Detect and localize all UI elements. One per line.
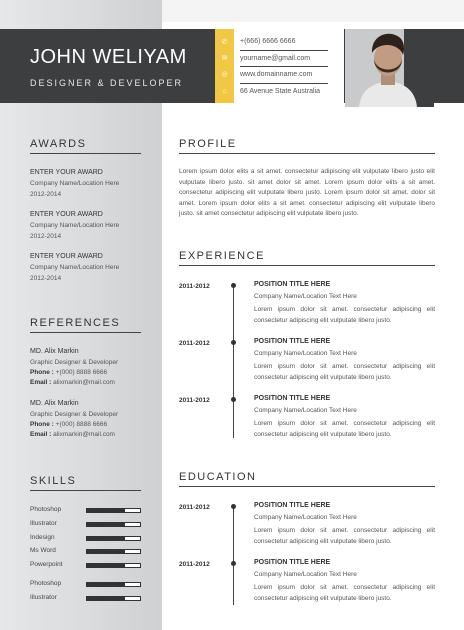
reference-name: MD. Alix Markin xyxy=(30,400,79,407)
skill-label: Powerpoint xyxy=(30,561,63,568)
top-band xyxy=(162,0,464,22)
timeline-dot xyxy=(231,561,236,566)
location-icon: ⌂ xyxy=(222,88,227,95)
email-icon: ✉ xyxy=(221,55,228,62)
experience-company: Company Name/Location Text Here xyxy=(254,407,357,414)
timeline-dot xyxy=(231,504,236,509)
profile-text: Lorem ipsum dolor elits a sit amet. consectetur adipiscing elit vulputate libero justo elit vulputate libero justo. sit amet dolor sit amet. Lorem ipsum dolor elits a sit amet. consectetur adipiscing elit vulputate libero justo. Lorem ipsum dolor sit amet. dolor sit amet. Lorem ipsum dolor elits a sit amet. consectetur adipiscing elit vulputate libero justo. sit amet consectetur adipiscing elit vulputate libero justo. xyxy=(179,168,435,217)
skill-bar-fill xyxy=(87,537,125,540)
skill-label: Illustrator xyxy=(30,520,57,527)
education-heading: EDUCATION xyxy=(179,471,257,483)
experience-divider xyxy=(179,265,435,266)
person-silhouette-icon xyxy=(345,29,434,107)
contact-divider xyxy=(240,83,328,84)
award-title: ENTER YOUR AWARD xyxy=(30,253,103,260)
skill-bar-fill xyxy=(87,550,125,553)
reference-email: Email : alixmarkin@mail.com xyxy=(30,431,115,438)
experience-description: Lorem ipsum dolor sit amet. consectetur adipiscing elit consectetur adipiscing elit vulputate libero justo. xyxy=(254,306,435,324)
reference-phone: Phone : +(000) 8888 6666 xyxy=(30,369,108,376)
skill-bar-fill xyxy=(87,523,125,526)
timeline-dot xyxy=(231,340,236,345)
education-date: 2011-2012 xyxy=(179,504,210,511)
reference-role: Graphic Designer & Developer xyxy=(30,359,119,366)
education-company: Company Name/Location Text Here xyxy=(254,514,357,521)
skill-bar xyxy=(86,522,141,527)
awards-heading: AWARDS xyxy=(30,138,87,150)
reference-email: Email : alixmarkin@mail.com xyxy=(30,379,115,386)
award-company: Company Name/Location Here xyxy=(30,222,120,229)
award-title: ENTER YOUR AWARD xyxy=(30,169,103,176)
profile-divider xyxy=(179,153,435,154)
skill-label: Indesign xyxy=(30,534,55,541)
skills-heading: SKILLS xyxy=(30,475,77,487)
award-company: Company Name/Location Here xyxy=(30,264,120,271)
education-description: Lorem ipsum dolor sit amet. consectetur adipiscing elit consectetur adipiscing elit vulputate libero justo. xyxy=(254,584,435,602)
references-heading: REFERENCES xyxy=(30,317,121,329)
award-company: Company Name/Location Here xyxy=(30,180,120,187)
experience-company: Company Name/Location Text Here xyxy=(254,350,357,357)
profile-photo xyxy=(345,29,434,107)
experience-date: 2011-2012 xyxy=(179,397,210,404)
skill-label: Photoshop xyxy=(30,506,62,513)
education-divider xyxy=(179,486,435,487)
web-icon: ◎ xyxy=(221,71,228,78)
award-years: 2012-2014 xyxy=(30,191,62,198)
contact-divider xyxy=(240,66,328,67)
skills-divider xyxy=(30,490,141,491)
award-years: 2012-2014 xyxy=(30,275,62,282)
reference-name: MD. Alix Markin xyxy=(30,348,79,355)
skill-bar xyxy=(86,582,141,587)
experience-title: POSITION TITLE HERE xyxy=(254,281,331,288)
person-name: JOHN WELIYAM xyxy=(30,46,187,68)
skill-bar xyxy=(86,536,141,541)
award-title: ENTER YOUR AWARD xyxy=(30,211,103,218)
award-years: 2012-2014 xyxy=(30,233,62,240)
skill-bar xyxy=(86,563,141,568)
education-date: 2011-2012 xyxy=(179,561,210,568)
skill-bar xyxy=(86,596,141,601)
experience-timeline xyxy=(233,284,234,438)
contact-divider xyxy=(240,50,328,51)
skill-bar xyxy=(86,508,141,513)
experience-description: Lorem ipsum dolor sit amet. consectetur adipiscing elit consectetur adipiscing elit vulputate libero justo. xyxy=(254,363,435,381)
education-description: Lorem ipsum dolor sit amet. consectetur adipiscing elit consectetur adipiscing elit vulputate libero justo. xyxy=(254,527,435,545)
phone-icon: ✆ xyxy=(221,39,228,46)
skill-bar-fill xyxy=(87,509,125,512)
contact-email: yourname@gmail.com xyxy=(240,55,311,62)
timeline-dot xyxy=(231,397,236,402)
contact-website: www.domainname.com xyxy=(240,71,313,78)
education-company: Company Name/Location Text Here xyxy=(254,571,357,578)
references-divider xyxy=(30,332,141,333)
person-title: DESIGNER & DEVELOPER xyxy=(30,78,184,88)
experience-company: Company Name/Location Text Here xyxy=(254,293,357,300)
contact-address: 66 Avenue State Australia xyxy=(240,88,321,95)
experience-date: 2011-2012 xyxy=(179,340,210,347)
skill-bar xyxy=(86,549,141,554)
skill-bar-fill xyxy=(87,583,125,586)
reference-phone: Phone : +(000) 8888 6666 xyxy=(30,421,108,428)
reference-role: Graphic Designer & Developer xyxy=(30,411,119,418)
experience-title: POSITION TITLE HERE xyxy=(254,395,331,402)
contact-phone: +(666) 6666 6666 xyxy=(240,38,296,45)
awards-divider xyxy=(30,153,141,154)
skill-bar-fill xyxy=(87,597,125,600)
profile-heading: PROFILE xyxy=(179,138,237,150)
experience-date: 2011-2012 xyxy=(179,283,210,290)
timeline-dot xyxy=(231,283,236,288)
experience-title: POSITION TITLE HERE xyxy=(254,338,331,345)
education-timeline xyxy=(233,505,234,605)
experience-description: Lorem ipsum dolor sit amet. consectetur adipiscing elit consectetur adipiscing elit vulputate libero justo. xyxy=(254,420,435,438)
skill-label: Illustrator xyxy=(30,594,57,601)
skill-label: Ms Word xyxy=(30,547,56,554)
skill-bar-fill xyxy=(87,564,125,567)
skill-label: Photoshop xyxy=(30,580,62,587)
experience-heading: EXPERIENCE xyxy=(179,250,265,262)
education-title: POSITION TITLE HERE xyxy=(254,502,331,509)
education-title: POSITION TITLE HERE xyxy=(254,559,331,566)
